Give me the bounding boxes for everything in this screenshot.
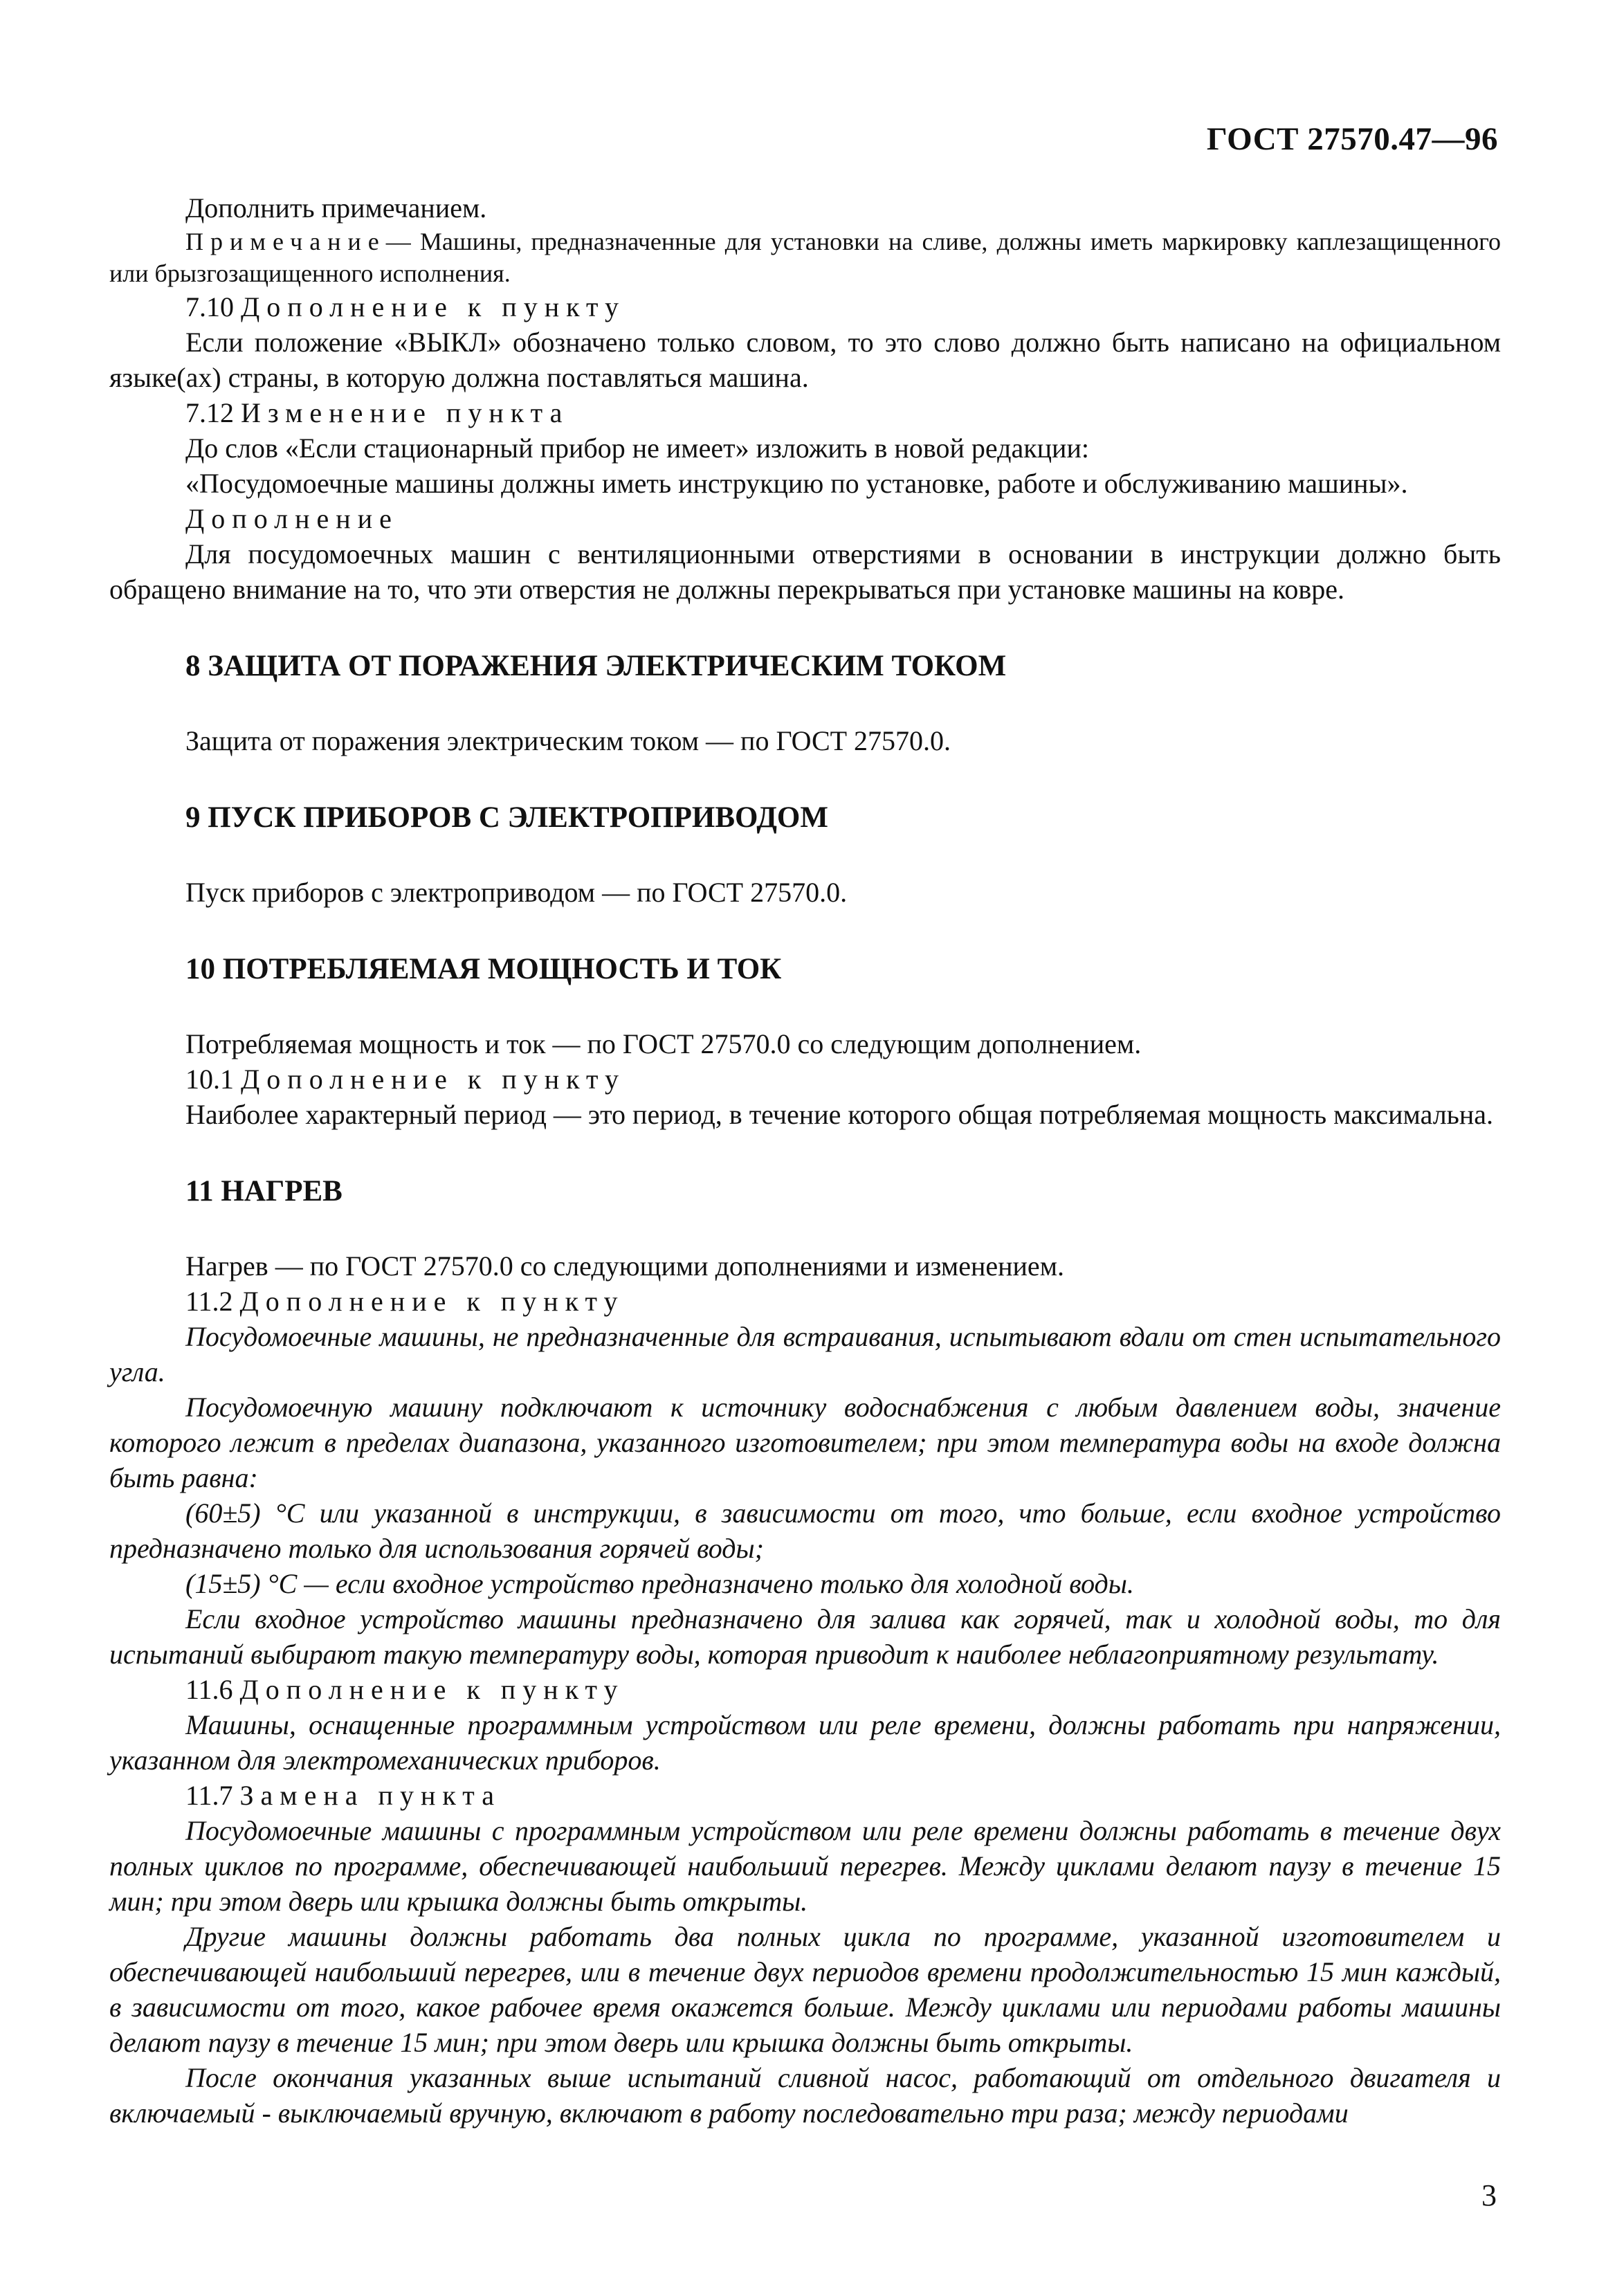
clause-label: Дополнение bbox=[185, 503, 399, 534]
clause-heading bbox=[109, 1778, 1501, 1813]
clause-heading bbox=[109, 1672, 1501, 1707]
clause-label: Дополнение к пункту bbox=[241, 291, 626, 322]
paragraph: Защита от поражения электрическим током — по ГОСТ 27570.0. bbox=[185, 725, 951, 756]
clause-number: 11.6 bbox=[185, 1674, 233, 1705]
section-heading: 10 ПОТРЕБЛЯЕМАЯ МОЩНОСТЬ И ТОК bbox=[185, 953, 782, 985]
paragraph: После окончания указанных выше испытаний сливной насос, работающий от отдельного двигателя и включаемый - выключаемый вручную, включают в работу последовательно три раза; между периодами bbox=[109, 2062, 1501, 2129]
clause-heading bbox=[109, 289, 1501, 325]
clause-number: 11.7 bbox=[185, 1780, 233, 1811]
paragraph: Если положение «ВЫКЛ» обозначено только словом, то это слово должно быть написано на официальном языке(ах) страны, в которую должна поставляться машина. bbox=[109, 327, 1501, 393]
clause-number: 10.1 bbox=[185, 1064, 234, 1095]
page-number: 3 bbox=[1481, 2178, 1497, 2212]
paragraph: (60±5) °C или указанной в инструкции, в зависимости от того, что больше, если входное устройство предназначено только для использования горячей воды; bbox=[109, 1497, 1501, 1564]
paragraph: До слов «Если стационарный прибор не имеет» изложить в новой редакции: bbox=[185, 432, 1089, 464]
paragraph: Другие машины должны работать два полных цикла по программе, указанной изготовителем и обеспечивающей наибольший перегрев, или в течение двух периодов времени продолжительностью 15 мин каждый, в зависимости от того, какое рабочее время окажется больше. Между циклами или периодами работы машины делают паузу в течение 15 мин; при этом дверь или крышка должны быть открыты. bbox=[109, 1921, 1501, 2058]
clause-label: Дополнение к пункту bbox=[239, 1674, 625, 1705]
clause-number: 7.12 bbox=[185, 397, 234, 428]
paragraph: Посудомоечную машину подключают к источнику водоснабжения с любым давлением воды, значение которого лежит в пределах диапазона, указанного изготовителем; при этом температура воды на входе должна быть равна: bbox=[109, 1392, 1501, 1493]
note bbox=[109, 226, 1501, 289]
paragraph: Дополнить примечанием. bbox=[185, 192, 487, 224]
paragraph: Нагрев — по ГОСТ 27570.0 со следующими дополнениями и изменением. bbox=[185, 1250, 1064, 1282]
clause-label: Изменение пункта bbox=[241, 397, 569, 428]
paragraph: Наиболее характерный период — это период, в течение которого общая потребляемая мощность максимальна. bbox=[185, 1099, 1494, 1130]
clause-label: Дополнение к пункту bbox=[241, 1064, 626, 1095]
clause-number: 11.2 bbox=[185, 1286, 233, 1317]
document-header: ГОСТ 27570.47—96 bbox=[1206, 121, 1498, 157]
paragraph: «Посудомоечные машины должны иметь инструкцию по установке, работе и обслуживанию машины». bbox=[185, 468, 1408, 499]
clause-heading bbox=[109, 1284, 1501, 1319]
clause-label: Замена пункта bbox=[239, 1780, 501, 1811]
note-label: Примечание bbox=[185, 228, 386, 255]
paragraph: Пуск приборов с электроприводом — по ГОСТ 27570.0. bbox=[185, 877, 848, 908]
document-body bbox=[109, 190, 1501, 2131]
section-heading: 9 ПУСК ПРИБОРОВ С ЭЛЕКТРОПРИВОДОМ bbox=[185, 801, 828, 834]
clause-heading bbox=[109, 501, 1501, 536]
paragraph: Машины, оснащенные программным устройством или реле времени, должны работать при напряжении, указанном для электромеханических приборов. bbox=[109, 1709, 1501, 1776]
paragraph: Если входное устройство машины предназначено для залива как горячей, так и холодной воды, то для испытаний выбирают такую температуру воды, которая приводит к наиболее неблагоприятному результату. bbox=[109, 1603, 1501, 1670]
note-text: — Машины, предназначенные для установки на сливе, должны иметь маркировку каплезащищенного или брызгозащищенного исполнения. bbox=[109, 228, 1501, 287]
section-heading: 8 ЗАЩИТА ОТ ПОРАЖЕНИЯ ЭЛЕКТРИЧЕСКИМ ТОКОМ bbox=[185, 650, 1007, 682]
paragraph: Для посудомоечных машин с вентиляционными отверстиями в основании в инструкции должно быть обращено внимание на то, что эти отверстия не должны перекрываться при установке машины на ковре. bbox=[109, 538, 1501, 605]
clause-label: Дополнение к пункту bbox=[239, 1286, 625, 1317]
paragraph: Посудомоечные машины с программным устройством или реле времени должны работать в течение двух полных циклов по программе, обеспечивающей наибольший перегрев. Между циклами делают паузу в течение 15 мин; при этом дверь или крышка должны быть открыты. bbox=[109, 1815, 1501, 1917]
paragraph: Потребляемая мощность и ток — по ГОСТ 27570.0 со следующим дополнением. bbox=[185, 1028, 1142, 1059]
paragraph: (15±5) °C — если входное устройство предназначено только для холодной воды. bbox=[185, 1568, 1134, 1599]
section-heading: 11 НАГРЕВ bbox=[185, 1175, 343, 1208]
paragraph: Посудомоечные машины, не предназначенные для встраивания, испытывают вдали от стен испытательного угла. bbox=[109, 1321, 1501, 1387]
clause-number: 7.10 bbox=[185, 291, 234, 322]
clause-heading bbox=[109, 395, 1501, 430]
clause-heading bbox=[109, 1062, 1501, 1097]
